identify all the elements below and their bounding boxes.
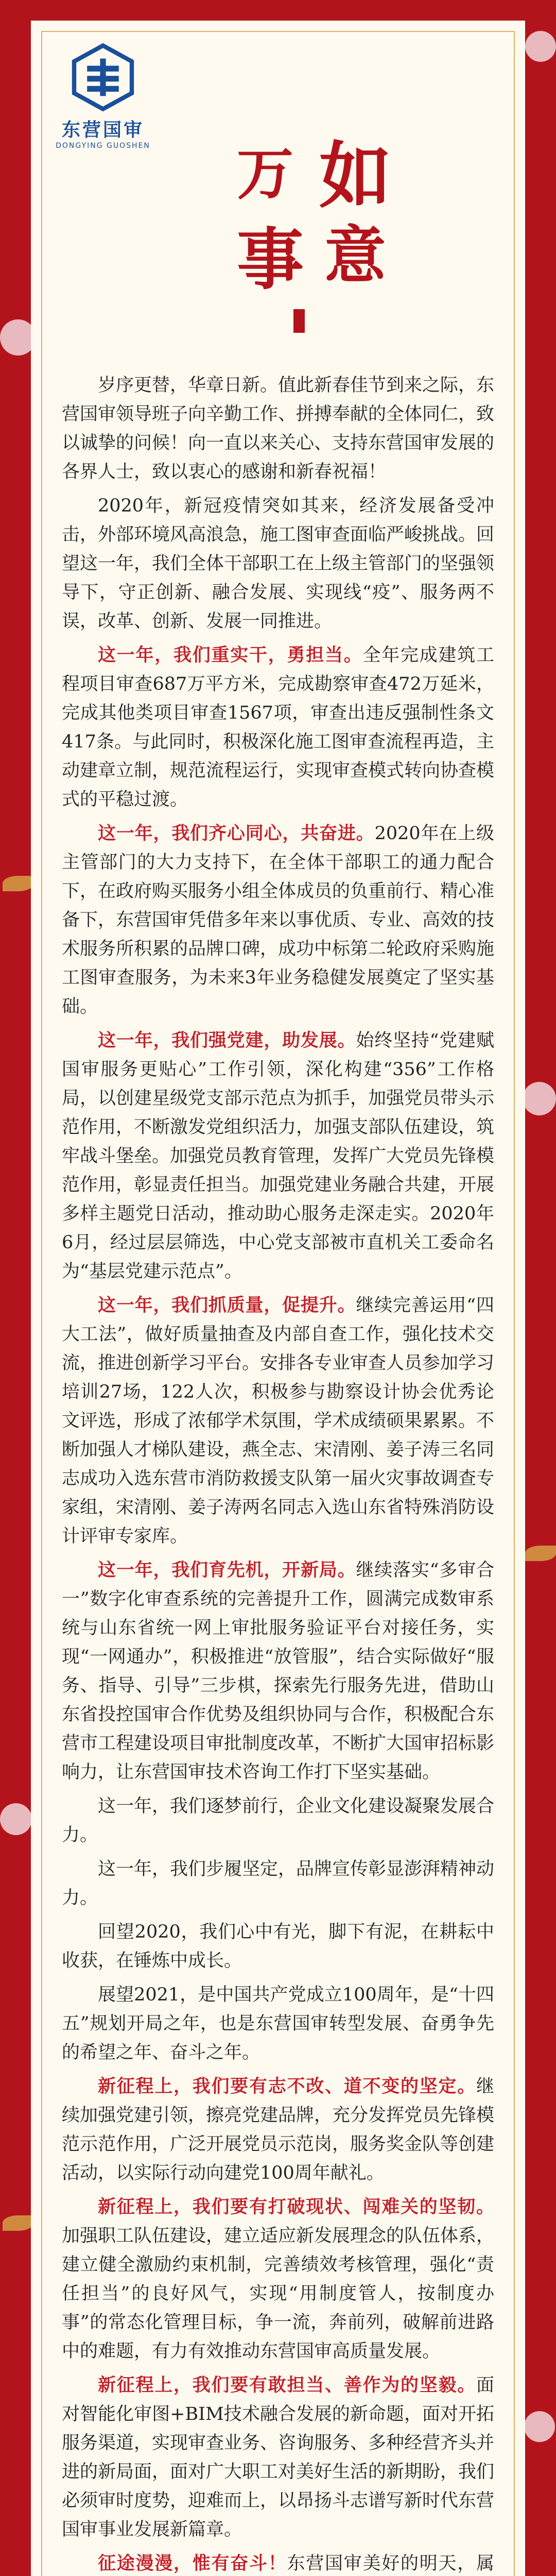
paragraph-12: 新征程上，我们要有志不改、道不变的坚定。继续加强党建引领，擦亮党建品牌，充分发挥党员先锋模范示范作用，广泛开展党员示范岗，服务奖金队等创建活动，以实际行动向建党100周年献礼。 (62, 2076, 495, 2183)
paragraph-5: 这一年，我们强党建，助发展。始终坚持“党建赋国审服务更贴心”工作引领，深化构建“356”工作格局，以创建星级党支部示范点为抓手，加强党员带头示范作用，不断激发党组织活力，加强支部队伍建设，筑牢战斗堡垒。加强党员教育管理，发挥广大党员先锋模范作用，彰显责任担当。加强党建业务融合共建，开展多样主题党日活动，推动助心服务走深走实。2020年6月，经过层层筛选，中心党支部被市直机关工委命名为“基层党建示范点”。 (62, 1030, 495, 1282)
highlight-heading: 这一年，我们重实干，勇担当。 (98, 645, 363, 666)
calligraphy-char-1: 万 (237, 141, 293, 207)
paragraph-13: 新征程上，我们要有打破现状、闯难关的坚韧。加强职工队伍建设，建立适应新发展理念的队伍体系，建立健全激励约束机制，完善绩效考核管理，强化“责任担当”的良好风气，实现“用制度管人，按制度办事”的常态化管理目标，争一流，奔前列，破解前进路中的难题，有力有效推动东营国审高质量发展。 (62, 2196, 495, 2362)
leaf-decoration (3, 876, 33, 891)
highlight-heading: 新征程上，我们要有打破现状、闯难关的坚韧。 (98, 2196, 494, 2217)
highlight-heading: 这一年，我们强党建，助发展。 (98, 1030, 356, 1051)
paragraph-6: 这一年，我们抓质量，促提升。继续完善运用“四大工法”，做好质量抽查及内部自查工作，强化技术交流，推进创新学习平台。安排各专业审查人员参加学习培训27场，122人次，积极参与勘察设计协会优秀论文评选，形成了浓郁学术氛围，学术成绩硕果累累。不断加强人才梯队建设，燕全志、宋清刚、姜子涛三名同志成功入选东营市消防救援支队第一届火灾事故调查专家组，宋清刚、姜子涛两名同志入选山东省特殊消防设计评审专家库。 (62, 1295, 495, 1547)
paragraph-9: 这一年，我们步履坚定，品牌宣传彰显澎湃精神动力。 (62, 1859, 495, 1908)
paragraph-14: 新征程上，我们要有敢担当、善作为的坚毅。面对智能化审图+BIM技术融合发展的新命题，面对开拓服务渠道，实现审查业务、咨询服务、多种经营齐头并进的新局面，面对广大职工对美好生活的新期盼，我们必须审时度势，迎难而上，以昂扬斗志谱写新时代东营国审事业发展新篇章。 (62, 2375, 495, 2540)
paragraph-7: 这一年，我们育先机，开新局。继续落实“多审合一”数字化审查系统的完善提升工作，圆满完成数审系统与山东省统一网上审批服务验证平台对接任务，实现“一网通办”，积极推进“放管服”，结合实际做好“服务、指导、引导”三步棋，探索先行服务先进，借助山东省投控国审合作优势及组织协同与合作，积极配合东营市工程建设项目审批制度改革，不断扩大国审招标影响力，让东营国审技术咨询工作打下坚实基础。 (62, 1560, 495, 1783)
highlight-heading: 新征程上，我们要有志不改、道不变的坚定。 (98, 2076, 476, 2097)
paragraph-8: 这一年，我们逐梦前行，企业文化建设凝聚发展合力。 (62, 1796, 495, 1845)
paragraph-3: 这一年，我们重实干，勇担当。全年完成建筑工程项目审查687万平方米，完成勘察审查472万延米，完成其他类项目审查1567项，审查出违反强制性条文417条。与此同时，积极深化施工图审查流程再造，主动建章立制，规范流程运行，实现审查模式转向协查模式的平稳过渡。 (62, 645, 495, 810)
logo-subtitle: DONGYING GUOSHEN (56, 142, 150, 150)
paragraph-15: 征途漫漫，惟有奋斗！东营国审美好的明天，属 (98, 2553, 494, 2574)
flower-decoration (525, 31, 556, 62)
highlight-heading: 这一年，我们齐心同心，共奋进。 (98, 823, 375, 844)
paragraph-4: 这一年，我们齐心同心，共奋进。2020年在上级主管部门的大力支持下，在全体干部职工的通力配合下，在政府购买服务小组全体成员的负重前行、精心准备下，东营国审凭借多年来以事优质、专业、高效的技术服务所积累的品牌口碑，成功中标第二轮政府采购施工图审查服务，为未来3年业务稳健发展奠定了坚实基础。 (62, 823, 495, 1017)
flower-decoration (0, 1803, 32, 1835)
calligraphy-char-4: 意 (324, 219, 386, 292)
calligraphy-char-3: 如 (319, 134, 392, 218)
paragraph-11: 展望2021，是中国共产党成立100周年，是“十四五”规划开局之年，也是东营国审转型发展、奋勇争先的希望之年、奋斗之年。 (62, 1985, 494, 2063)
leaf-decoration (525, 1546, 556, 1561)
logo-emblem-icon (67, 41, 139, 113)
red-seal-stamp (293, 309, 305, 333)
paragraph-2: 2020年，新冠疫情突如其来，经济发展备受冲击，外部环境风高浪急，施工图审查面临严峻挑战。回望这一年，我们全体干部职工在上级主管部门的坚强领导下，守正创新、融合发展、实现线“疫”、服务两不误，改革、创新、发展一同推进。 (62, 496, 495, 632)
letter-body (62, 371, 494, 2576)
highlight-heading: 这一年，我们抓质量，促提升。 (98, 1295, 356, 1316)
highlight-heading: 新征程上，我们要有敢担当、善作为的坚毅。 (98, 2375, 476, 2396)
company-logo (51, 41, 154, 149)
flower-decoration (524, 2411, 555, 2442)
flower-decoration (523, 1082, 556, 1115)
calligraphy-blessing (227, 118, 412, 335)
paragraph-10: 回望2020，我们心中有光，脚下有泥，在耕耘中收获，在锤炼中成长。 (62, 1922, 494, 1971)
logo-name: 东营国审 (61, 120, 144, 141)
paragraph-1: 岁序更替，华章日新。值此新春佳节到来之际，东营国审领导班子向辛勤工作、拼搏奉献的全体同仁，致以诚挚的问候！向一直以来关心、支持东营国审发展的各界人士，致以衷心的感谢和新春祝福！ (62, 375, 495, 482)
highlight-heading: 这一年，我们育先机，开新局。 (98, 1560, 356, 1581)
leaf-decoration (3, 2215, 33, 2231)
highlight-heading: 征途漫漫，惟有奋斗！ (98, 2553, 287, 2574)
calligraphy-char-2: 事 (237, 220, 304, 299)
